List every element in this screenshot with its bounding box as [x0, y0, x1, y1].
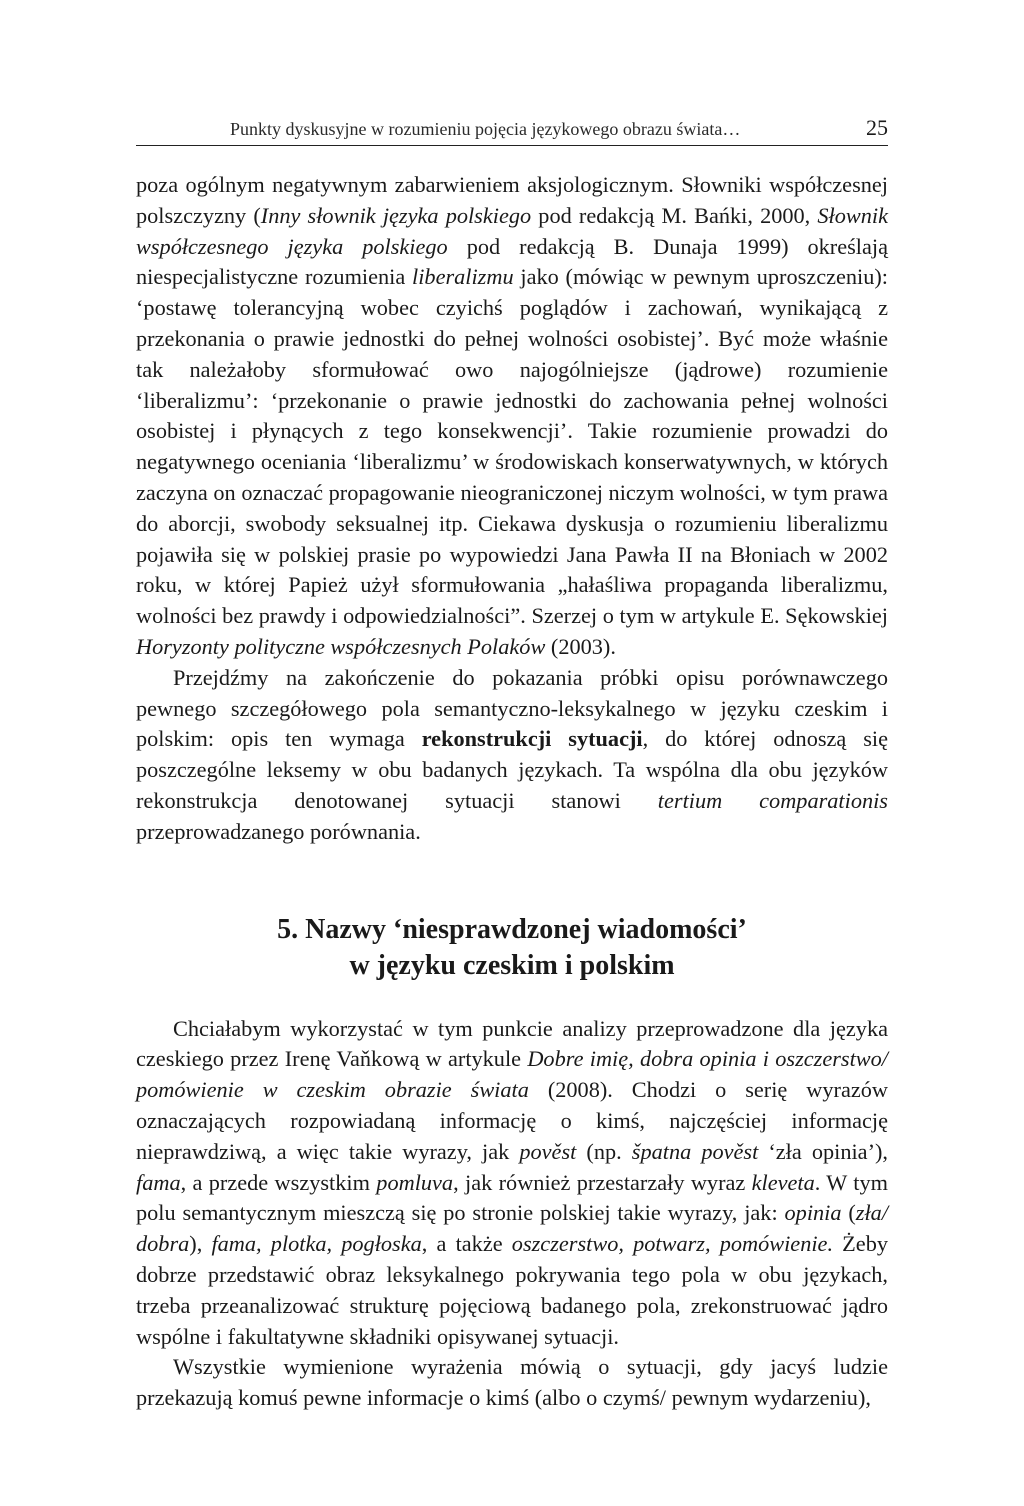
- section-heading: [136, 912, 888, 984]
- italic-term: pověst: [519, 1138, 577, 1164]
- italic-title: Dobre imię, dobra opinia i oszczerstwo/ pomówienie w czeskim obrazie świata: [136, 1046, 888, 1103]
- text-run: pod redakcją B. Dunaja 1999) określają niespecjalistyczne rozumienia: [136, 233, 888, 290]
- text-run: Wszystkie wymienione wyrażenia mówią o sytuacji, gdy jacyś ludzie przekazują komuś pewne informacje o kimś (albo o czymś/ pewnym wydarzeniu),: [136, 1354, 888, 1411]
- italic-term: kleveta: [751, 1169, 815, 1195]
- running-header: [136, 117, 888, 146]
- text-run: ‘zła opinia’),: [758, 1138, 888, 1164]
- italic-term: opinia: [784, 1200, 842, 1226]
- italic-term: pomluva: [376, 1169, 454, 1195]
- section-heading-line: 5. Nazwy ‘niesprawdzonej wiadomości’: [277, 913, 747, 945]
- page-number: 25: [866, 115, 888, 140]
- text-run: (np.: [576, 1138, 632, 1164]
- paragraph-continuation: [136, 170, 888, 663]
- italic-title: Inny słownik języka polskiego: [260, 202, 532, 228]
- italic-term: zła/ dobra: [136, 1200, 889, 1257]
- text-run: poza ogólnym negatywnym zabarwieniem aksjologicznym. Słowniki współczesnej polszczyzny (: [136, 172, 888, 228]
- text-run: , a także: [421, 1231, 512, 1257]
- italic-term: špatna pověst: [631, 1138, 759, 1164]
- italic-term: oszczerstwo, potwarz, pomówienie.: [511, 1231, 834, 1257]
- italic-title: Horyzonty polityczne współczesnych Polaków: [136, 633, 546, 659]
- text-run: Przejdźmy na zakończenie do pokazania próbki opisu porównawczego pewnego szczegółowego pola semantyczno-leksykalnego w języku czeskim i polskim: opis ten wymaga: [136, 664, 888, 752]
- section-heading-line: w języku czeskim i polskim: [349, 949, 675, 981]
- text-run: przeprowadzanego porównania.: [136, 818, 421, 844]
- text-run: (: [841, 1200, 856, 1226]
- text-run: pod redakcją M. Bańki, 2000,: [531, 202, 818, 228]
- paragraph: [136, 663, 888, 848]
- text-run: , a przede wszystkim: [180, 1169, 377, 1195]
- body-text: [136, 170, 888, 1414]
- text-run: . W tym polu semantycznym mieszczą się po stronie polskiej takie wyrazy, jak:: [136, 1169, 888, 1226]
- italic-term: liberalizmu: [412, 264, 514, 290]
- text-run: , jak również przestarzały wyraz: [453, 1169, 752, 1195]
- paragraph: [136, 1352, 888, 1414]
- text-run: jako (mówiąc w pewnym uproszczeniu): ‘postawę tolerancyjną wobec czyichś poglądów i zachowań, wynikającą z przekonania o prawie jednostki do pełnej wolności osobistej’. Być może właśnie tak należałoby sformułować owo najogólniejsze (jądrowe) rozumienie ‘liberalizmu’: ‘przekonanie o prawie jednostki do zachowania pełnej wolności osobistej i płynących z tego konsekwencji’. Takie rozumienie prowadzi do negatywnego oceniania ‘liberalizmu’ w środowiskach konserwatywnych, w których zaczyna on oznaczać propagowanie nieograniczonej niczym wolności, w tym prawa do aborcji, swobody seksualnej itp. Ciekawa dyskusja o rozumieniu liberalizmu pojawiła się w polskiej prasie po wypowiedzi Jana Pawła II na Błoniach w 2002 roku, w której Papież użył sformułowania „hałaśliwa propaganda liberalizmu, wolności bez prawdy i odpowiedzialności”. Szerzej o tym w artykule E. Sękowskiej: [136, 264, 888, 629]
- italic-title: Słownik współczesnego języka polskiego: [136, 202, 889, 259]
- text-run: , do której odnoszą się poszczególne leksemy w obu badanych językach. Ta wspólna dla obu języków rekonstrukcja denotowanej sytuacji stanowi: [136, 726, 888, 813]
- italic-term: tertium comparationis: [657, 787, 888, 813]
- text-run: Chciałabym wykorzystać w tym punkcie analizy przeprowadzone dla języka czeskiego przez Irenę Vaňkową w artykule: [136, 1015, 888, 1072]
- running-title: Punkty dyskusyjne w rozumieniu pojęcia językowego obrazu świata…: [230, 119, 741, 139]
- text-run: (2008). Chodzi o serię wyrazów oznaczających rozpowiadaną informację o kimś, najczęściej informację nieprawdziwą, a więc takie wyrazy, jak: [136, 1077, 888, 1164]
- text-run: ),: [189, 1231, 212, 1257]
- text-run: Żeby dobrze przedstawić obraz leksykalnego pokrywania tego pola w obu językach, trzeba przeanalizować strukturę pojęciową badanego pola, zrekonstruować jądro wspólne i fakultatywne składniki opisywanej sytuacji.: [136, 1231, 888, 1349]
- text-run: (2003).: [545, 633, 616, 659]
- bold-term: rekonstrukcji sytuacji: [421, 726, 643, 752]
- italic-term: fama, plotka, pogłoska: [211, 1231, 422, 1257]
- paragraph: [136, 1014, 888, 1353]
- italic-term: fama: [136, 1169, 181, 1195]
